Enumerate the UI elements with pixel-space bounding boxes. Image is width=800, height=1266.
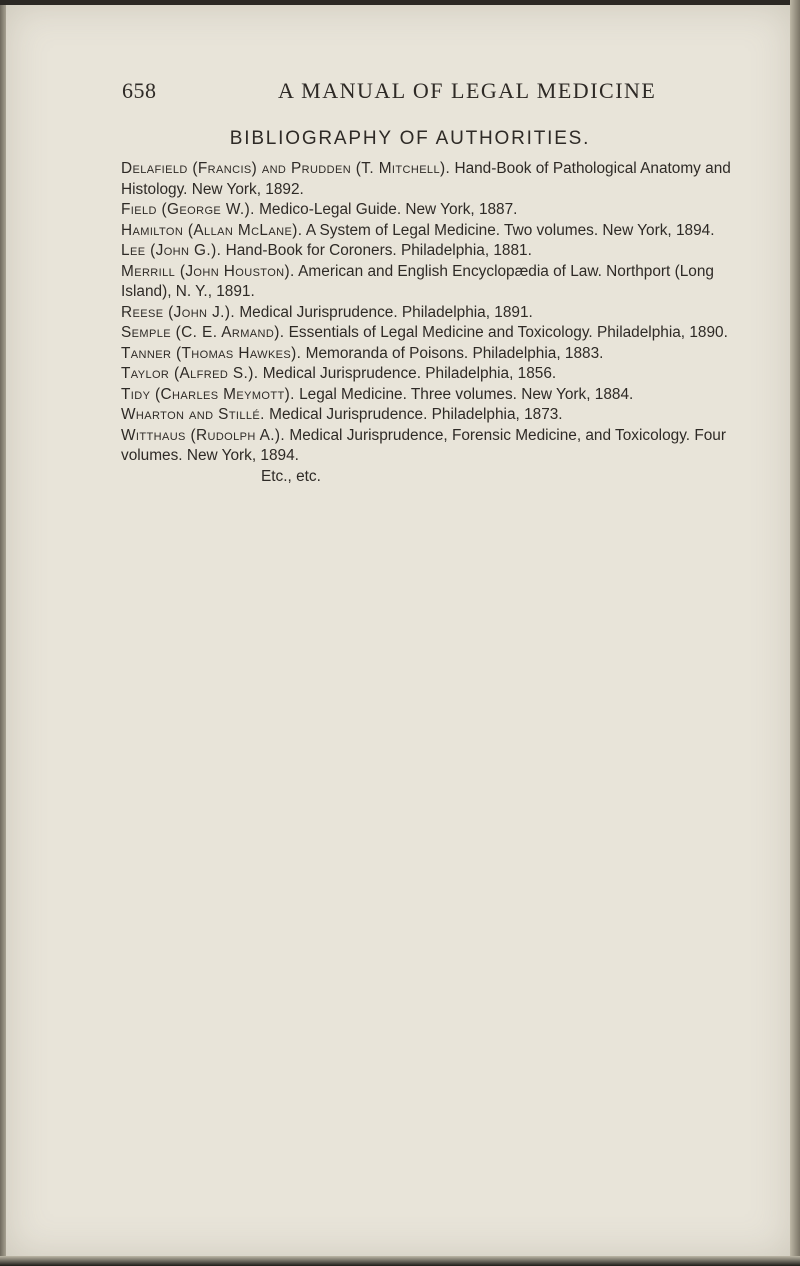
bibliography-entry xyxy=(121,159,743,200)
entry-text: Legal Medicine. Three volumes. New York, 1884. xyxy=(299,385,634,403)
entry-author: Merrill (John Houston). xyxy=(121,262,295,280)
running-head: A MANUAL OF LEGAL MEDICINE xyxy=(278,78,657,103)
entry-author: Taylor (Alfred S.). xyxy=(121,365,259,382)
entry-author: Reese (John J.). xyxy=(121,303,236,321)
bibliography-entry xyxy=(121,405,743,426)
entry-text: Hand-Book for Coroners. Philadelphia, 1881. xyxy=(225,242,532,259)
entry-text: Memoranda of Poisons. Philadelphia, 1883. xyxy=(305,344,604,362)
entry-author: Tanner (Thomas Hawkes). xyxy=(121,344,302,362)
entry-text: Medical Jurisprudence. Philadelphia, 1891. xyxy=(239,303,533,321)
entry-text: Medical Jurisprudence. Philadelphia, 1873. xyxy=(269,406,563,423)
bibliography-entry xyxy=(121,221,743,242)
entry-text: Essentials of Legal Medicine and Toxicology. Philadelphia, 1890. xyxy=(288,324,728,341)
entry-author: Wharton and Stillé. xyxy=(121,406,265,423)
entry-text: Hand-Book of Pathological Anatomy and Histology. New York, 1892. xyxy=(121,160,731,198)
entry-author: Tidy (Charles Meymott). xyxy=(121,385,295,403)
entry-text: Medical Jurisprudence. Philadelphia, 1856. xyxy=(262,365,557,382)
bibliography-entry xyxy=(121,426,743,467)
bibliography-entry xyxy=(121,385,743,406)
entry-text: American and English Encyclopædia of Law. Northport (Long Island), N. Y., 1891. xyxy=(121,262,714,300)
entry-author: Delafield (Francis) and Prudden (T. Mitchell). xyxy=(121,160,451,177)
bibliography-entry xyxy=(121,200,743,221)
bibliography-entry xyxy=(121,323,743,344)
bibliography-entry xyxy=(121,241,743,262)
top-edge-shadow xyxy=(0,0,800,5)
entry-author: Hamilton (Allan McLane). xyxy=(121,221,303,239)
entry-author: Semple (C. E. Armand). xyxy=(121,324,285,341)
bibliography-entry xyxy=(121,303,743,324)
section-title: BIBLIOGRAPHY OF AUTHORITIES. xyxy=(229,128,591,149)
entry-author: Lee (John G.). xyxy=(121,242,222,259)
bibliography-entry xyxy=(121,262,743,303)
entry-text: Medico-Legal Guide. New York, 1887. xyxy=(259,201,518,218)
page-header xyxy=(0,78,800,108)
bibliography-entry xyxy=(121,344,743,365)
page-right-edge xyxy=(790,0,800,1266)
entry-text: Medical Jurisprudence, Forensic Medicine, and Toxicology. Four volumes. New York, 1894. xyxy=(121,426,726,464)
entry-author: Field (George W.). xyxy=(121,201,255,218)
bibliography-entry xyxy=(121,364,743,385)
closing-etc: Etc., etc. xyxy=(261,467,321,485)
entry-text: A System of Legal Medicine. Two volumes. New York, 1894. xyxy=(305,221,715,239)
entry-author: Witthaus (Rudolph A.). xyxy=(121,426,286,444)
page-bottom-edge xyxy=(0,1256,800,1266)
bibliography-list xyxy=(121,159,743,487)
page-number: 658 xyxy=(122,78,157,103)
